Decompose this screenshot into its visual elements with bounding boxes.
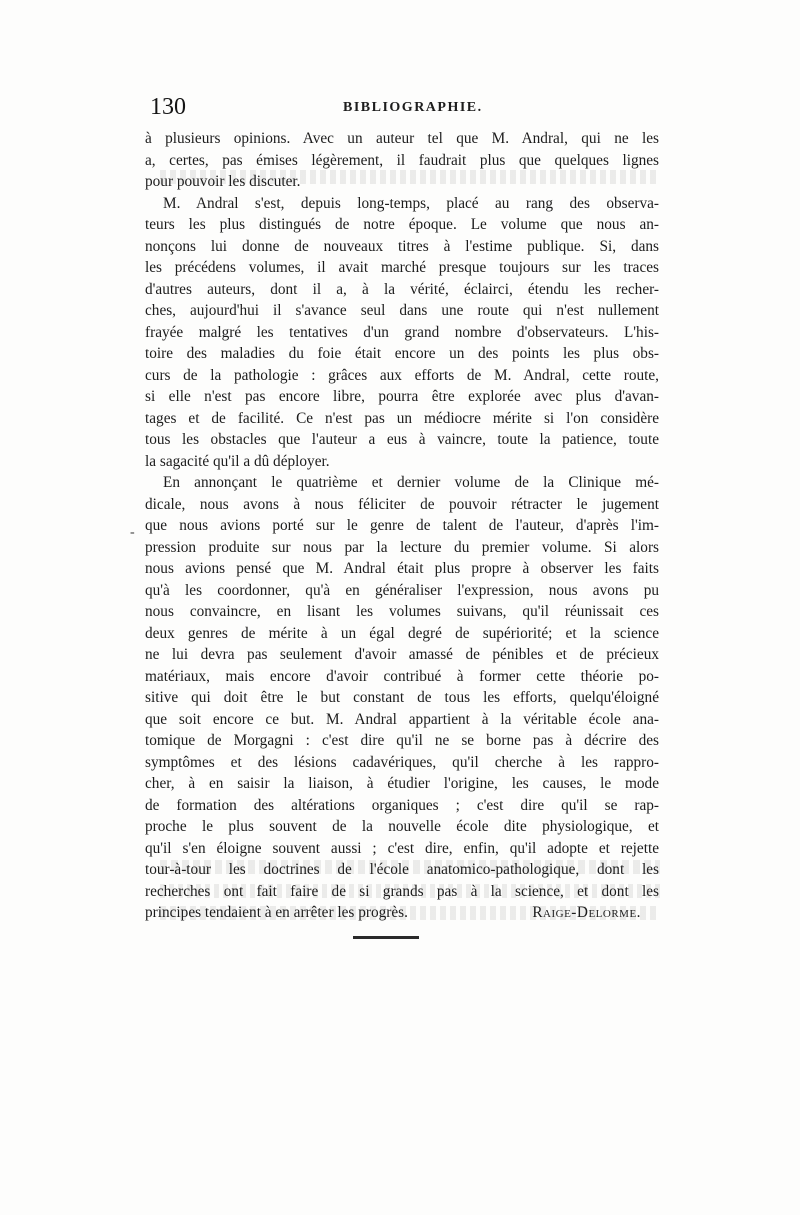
text-line: qu'il s'en éloigne souvent aussi ; c'est dire, enfin, qu'il adopte et rejette	[145, 839, 659, 857]
text-line: a, certes, pas émises légèrement, il faudrait plus que quelques lignes	[145, 151, 659, 169]
text-line: les précédens volumes, il avait marché presque toujours sur les traces	[145, 259, 659, 276]
article-body	[145, 128, 659, 924]
text-line: dicale, nous avons à nous féliciter de pouvoir rétracter le jugement	[145, 495, 659, 513]
text-line: ches, aujourd'hui il s'avance seul dans une route qui n'est nullement	[145, 302, 659, 319]
text-line: tous les obstacles que l'auteur a eus à vaincre, toute la patience, toute	[145, 431, 659, 448]
text-line: pour pouvoir les discuter.	[145, 173, 301, 190]
text-line: qu'à les coordonner, qu'à en généraliser l'expression, nous avons pu	[145, 581, 659, 599]
text-line: d'autres auteurs, dont il a, à la vérité, éclairci, étendu les recher-	[145, 280, 659, 298]
text-line-signed	[145, 902, 659, 924]
text-line: toire des maladies du foie était encore un des points les plus obs-	[145, 345, 659, 362]
text-line: proche le plus souvent de la nouvelle école dite physiologique, et	[145, 818, 659, 835]
text-line: que nous avions porté sur le genre de talent de l'auteur, d'après l'im-	[145, 517, 659, 534]
text-line: tomique de Morgagni : c'est dire qu'il ne se borne pas à décrire des	[145, 732, 659, 749]
text-line: deux genres de mérite à un égal degré de supériorité; et la science	[145, 624, 659, 642]
text-line: symptômes et des lésions cadavériques, qu'il cherche à les rappro-	[145, 753, 659, 771]
text-line: pression produite sur nous par la lecture du premier volume. Si alors	[145, 538, 659, 556]
text-line: tages et de facilité. Ce n'est pas un médiocre mérite si l'on considère	[145, 409, 659, 427]
running-head: BIBLIOGRAPHIE.	[343, 100, 483, 115]
text-line: frayée malgré les tentatives d'un grand nombre d'observateurs. L'his-	[145, 323, 659, 341]
text-line: nous convaincre, en lisant les volumes suivans, qu'il réunissait ces	[145, 603, 659, 620]
text-line: cher, à en saisir la liaison, à étudier l'origine, les causes, le mode	[145, 775, 659, 792]
text-line: matériaux, mais encore d'avoir contribué à former cette théorie po-	[145, 667, 659, 685]
text-line: curs de la pathologie : grâces aux efforts de M. Andral, cette route,	[145, 366, 659, 384]
text-line: principes tendaient à en arrêter les progrès.	[145, 904, 408, 921]
text-line: recherches ont fait faire de si grands pas à la science, et dont les	[145, 882, 659, 900]
text-line: En annonçant le quatrième et dernier volume de la Clinique mé-	[163, 474, 659, 491]
margin-mark: -	[130, 525, 135, 540]
text-line: à plusieurs opinions. Avec un auteur tel que M. Andral, qui ne les	[145, 130, 659, 147]
closing-rule	[353, 936, 419, 939]
text-line: sitive qui doit être le but constant de tous les efforts, quelqu'éloigné	[145, 689, 659, 706]
page-number: 130	[150, 94, 186, 120]
author-signature: Raige-Delorme.	[532, 904, 641, 921]
text-line: de formation des altérations organiques ; c'est dire qu'il se rap-	[145, 796, 659, 814]
text-line: M. Andral s'est, depuis long-temps, placé au rang des observa-	[163, 194, 659, 212]
text-line: ne lui devra pas seulement d'avoir amassé de pénibles et de précieux	[145, 646, 659, 663]
text-line: tour-à-tour les doctrines de l'école anatomico-pathologique, dont les	[145, 861, 659, 878]
text-line: que soit encore ce but. M. Andral appartient à la véritable école ana-	[145, 710, 659, 728]
text-line: teurs les plus distingués de notre époque. Le volume que nous an-	[145, 216, 659, 233]
text-line: nous avions pensé que M. Andral était plus propre à observer les faits	[145, 560, 659, 577]
text-line: nonçons lui donne de nouveaux titres à l'estime publique. Si, dans	[145, 237, 659, 255]
page-header	[150, 94, 660, 124]
text-line: la sagacité qu'il a dû déployer.	[145, 452, 330, 470]
text-line: si elle n'est pas encore libre, pourra être explorée avec plus d'avan-	[145, 388, 659, 405]
